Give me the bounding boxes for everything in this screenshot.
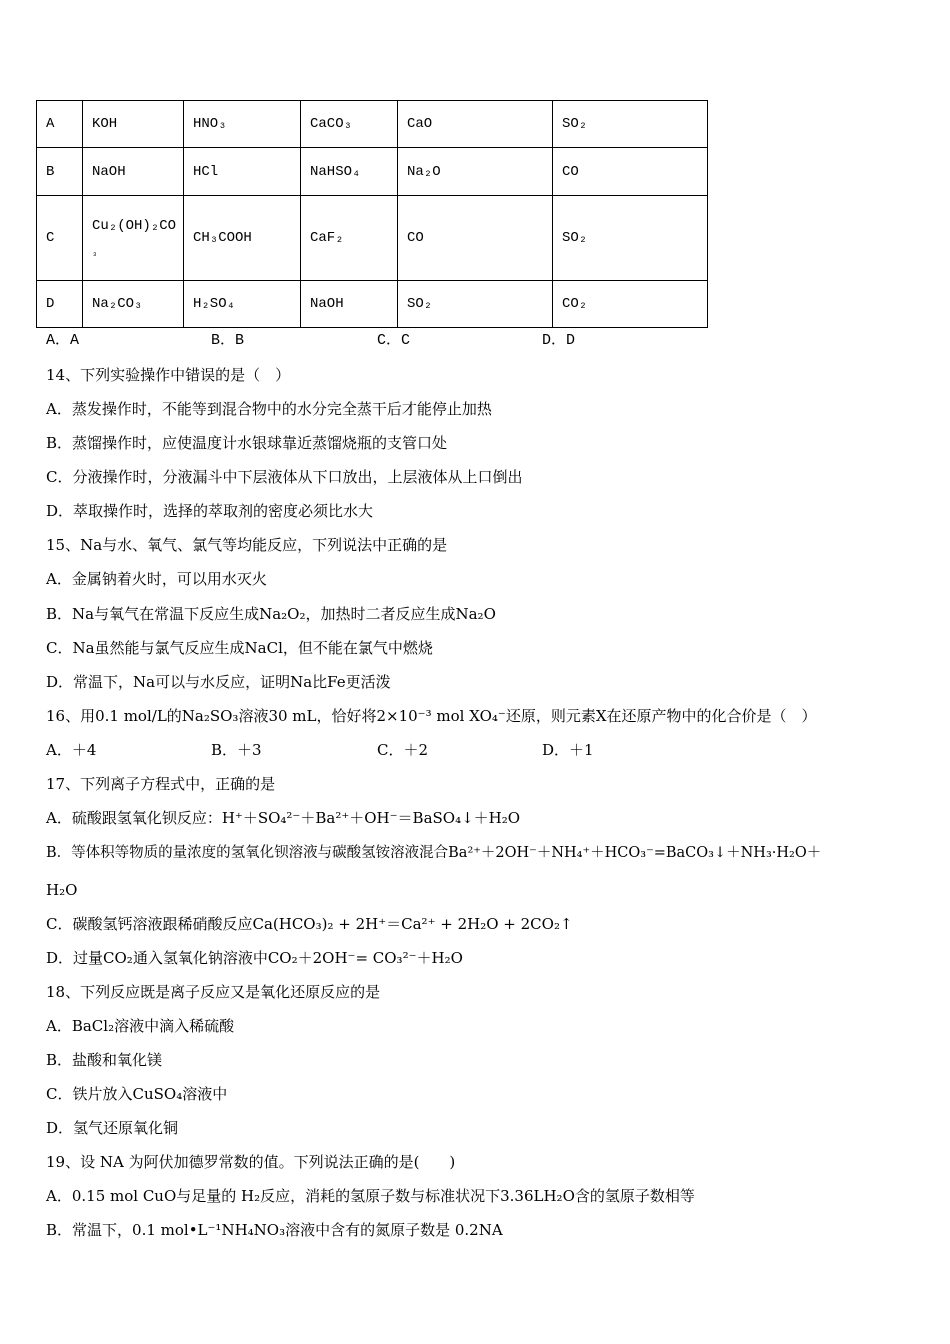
table-row <box>37 281 708 328</box>
question-19-option-b: B．常温下，0.1 mol•L⁻¹NH₄NO₃溶液中含有的氮原子数是 0.2NA <box>46 1221 503 1239</box>
table-cell <box>83 196 184 281</box>
table-cell: CaCO₃ <box>301 101 398 148</box>
question-14-option-d: D．萃取操作时，选择的萃取剂的密度必须比水大 <box>46 502 374 520</box>
question-18-option-d: D．氢气还原氧化铜 <box>46 1119 179 1137</box>
question-18-option-c: C．铁片放入CuSO₄溶液中 <box>46 1085 228 1103</box>
table-cell: Na₂O <box>398 148 553 196</box>
question-15-stem: 15、Na与水、氧气、氯气等均能反应，下列说法中正确的是 <box>46 536 448 554</box>
question-14-stem: 14、下列实验操作中错误的是（ ） <box>46 366 291 384</box>
table-cell: NaOH <box>301 281 398 328</box>
question-19-stem: 19、设 NA 为阿伏加德罗常数的值。下列说法正确的是( ) <box>46 1153 456 1171</box>
row-label: A <box>37 101 83 148</box>
row-label: B <box>37 148 83 196</box>
table-cell: CO <box>398 196 553 281</box>
question-18-stem: 18、下列反应既是离子反应又是氧化还原反应的是 <box>46 983 381 1001</box>
question-14-option-c: C．分液操作时，分液漏斗中下层液体从下口放出，上层液体从上口倒出 <box>46 468 523 486</box>
table-cell: HNO₃ <box>184 101 301 148</box>
question-16-option-c: C．＋2 <box>377 741 429 759</box>
compound-table <box>36 100 708 328</box>
cell-text: Cu₂(OH)₂CO <box>92 218 177 234</box>
table-cell: H₂SO₄ <box>184 281 301 328</box>
cell-text-wrap: ₃ <box>92 248 98 258</box>
question-15-option-b: B．Na与氧气在常温下反应生成Na₂O₂，加热时二者反应生成Na₂O <box>46 605 496 623</box>
table-row <box>37 196 708 281</box>
table-cell: CO₂ <box>553 281 708 328</box>
table-cell: NaOH <box>83 148 184 196</box>
question-17-option-b-continued: H₂O <box>46 881 78 899</box>
question-16-option-b: B．＋3 <box>211 741 262 759</box>
option-a: A．A <box>46 332 80 349</box>
table-cell: CaO <box>398 101 553 148</box>
question-17-option-c: C．碳酸氢钙溶液跟稀硝酸反应Ca(HCO₃)₂ + 2H⁺＝Ca²⁺ + 2H₂O + 2CO₂↑ <box>46 915 573 933</box>
question-17-option-b: B．等体积等物质的量浓度的氢氧化钡溶液与碳酸氢铵溶液混合Ba²⁺＋2OH⁻＋NH₄⁺＋HCO₃⁻=BaCO₃↓＋NH₃·H₂O＋ <box>46 845 822 861</box>
table-cell: CaF₂ <box>301 196 398 281</box>
table-cell: CO <box>553 148 708 196</box>
question-15-option-d: D．常温下，Na可以与水反应，证明Na比Fe更活泼 <box>46 673 391 691</box>
question-18-option-a: A．BaCl₂溶液中滴入稀硫酸 <box>46 1017 235 1035</box>
option-b: B．B <box>211 332 245 349</box>
table-row <box>37 148 708 196</box>
option-d: D．D <box>542 332 576 349</box>
row-label: C <box>37 196 83 281</box>
table-cell: SO₂ <box>553 101 708 148</box>
option-c: C．C <box>377 332 411 349</box>
question-16-stem: 16、用0.1 mol/L的Na₂SO₃溶液30 mL，恰好将2×10⁻³ mol XO₄⁻还原，则元素X在还原产物中的化合价是（ ） <box>46 707 817 725</box>
question-16-option-a: A．＋4 <box>46 741 97 759</box>
question-14-option-a: A．蒸发操作时，不能等到混合物中的水分完全蒸干后才能停止加热 <box>46 400 492 418</box>
question-18-option-b: B．盐酸和氧化镁 <box>46 1051 163 1069</box>
question-15-option-a: A．金属钠着火时，可以用水灭火 <box>46 570 267 588</box>
question-19-option-a: A．0.15 mol CuO与足量的 H₂反应，消耗的氢原子数与标准状况下3.36LH₂O含的氢原子数相等 <box>46 1187 695 1205</box>
row-label: D <box>37 281 83 328</box>
question-17-option-a: A．硫酸跟氢氧化钡反应：H⁺＋SO₄²⁻＋Ba²⁺＋OH⁻＝BaSO₄↓＋H₂O <box>46 809 521 827</box>
table-row <box>37 101 708 148</box>
table-cell: KOH <box>83 101 184 148</box>
table-cell: SO₂ <box>398 281 553 328</box>
question-14-option-b: B．蒸馏操作时，应使温度计水银球靠近蒸馏烧瓶的支管口处 <box>46 434 448 452</box>
table-cell: SO₂ <box>553 196 708 281</box>
table-cell: Na₂CO₃ <box>83 281 184 328</box>
table-cell: CH₃COOH <box>184 196 301 281</box>
question-17-stem: 17、下列离子方程式中，正确的是 <box>46 775 276 793</box>
table-cell: NaHSO₄ <box>301 148 398 196</box>
question-16-option-d: D．＋1 <box>542 741 594 759</box>
question-17-option-d: D．过量CO₂通入氢氧化钠溶液中CO₂＋2OH⁻= CO₃²⁻＋H₂O <box>46 949 463 967</box>
question-15-option-c: C．Na虽然能与氯气反应生成NaCl，但不能在氯气中燃烧 <box>46 639 433 657</box>
table-cell: HCl <box>184 148 301 196</box>
